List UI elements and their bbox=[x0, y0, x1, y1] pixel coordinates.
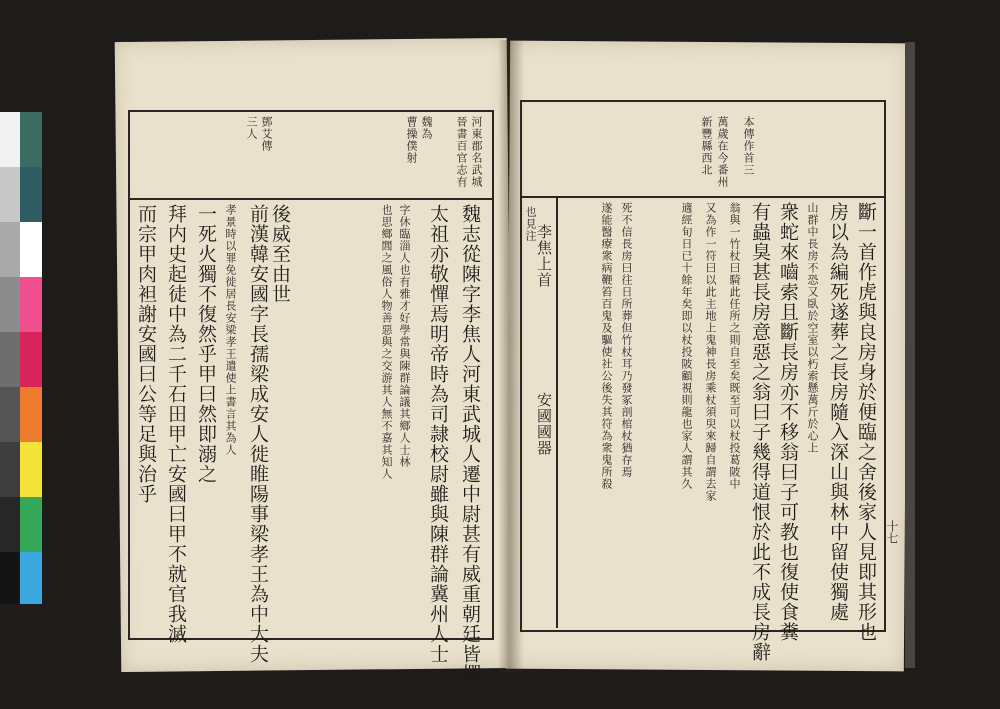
left-text-column: 太祖亦敬憚焉明帝時為司隷校尉雖與陳群論冀州人士 bbox=[427, 204, 449, 664]
left-text-column: 也思鄉閭之風俗人物善惡與之交游其人無不嘉其知人 bbox=[380, 204, 393, 480]
folio-number: 十七 bbox=[885, 520, 899, 544]
right-text-column: 又為作一符曰以此主地上鬼神長房乘杖須臾來歸自謂去家 bbox=[704, 202, 717, 502]
left-text-column: 字休臨淄人也有雅才好學常與陳群論議其鄉人士林 bbox=[398, 204, 411, 468]
left-text-column: 拜内史起徒中為二千石田甲亡安國曰甲不就官我滅 bbox=[165, 204, 187, 644]
right-header-note: 本傳作首三 bbox=[742, 116, 755, 176]
right-text-column: 翁與一竹杖曰騎此任所之則自至矣既至可以杖投葛陂中 bbox=[728, 202, 741, 490]
left-header-note: 三人 bbox=[245, 116, 258, 140]
right-header-note: 新豐縣西北 bbox=[700, 116, 713, 176]
quote-label: 李焦上首 bbox=[535, 224, 553, 288]
left-header-note: 曹操僕射 bbox=[405, 116, 418, 164]
right-text-column: 遂能醫療衆病鞭笞百鬼及驅使社公後失其符為衆鬼所殺 bbox=[600, 202, 613, 490]
left-header-note: 鄧艾傳 bbox=[260, 116, 273, 152]
left-text-column: 前漢韓安國字長孺梁成安人徙睢陽事梁孝王為中大夫 bbox=[247, 204, 269, 664]
right-header-divider bbox=[520, 196, 884, 198]
left-header-divider bbox=[128, 198, 492, 200]
right-text-column: 死不信長房曰往日所葬但竹杖耳乃發冢剖棺杖猶存焉 bbox=[620, 202, 633, 478]
left-header-note: 魏為 bbox=[420, 116, 433, 140]
right-text-column: 有蟲臭甚長房意惡之翁曰子幾得道恨於此不成長房辭 bbox=[749, 202, 771, 662]
left-header-note: 晉書百官志有 bbox=[455, 116, 468, 188]
left-text-column: 魏志從陳字李焦人河東武城人遷中尉甚有威重朝廷皆憚 bbox=[459, 204, 481, 684]
right-text-column: 房以為編死遂葬之長房隨入深山與林中留使獨處 bbox=[827, 202, 849, 622]
right-text-column: 適經旬日已十餘年矣即以杖投陂顧視則龍也家人謂其久 bbox=[680, 202, 693, 490]
left-text-column: 而宗甲肉袒謝安國曰公等足與治乎 bbox=[135, 204, 157, 504]
right-header-note: 萬歲在今番州 bbox=[716, 116, 729, 188]
left-text-column: 孝景時以罪免徙居長安梁孝王遣使上書言其為人 bbox=[224, 204, 237, 456]
color-calibration-bar bbox=[0, 112, 42, 604]
left-header-note: 河東郡名武城 bbox=[470, 116, 483, 188]
page-edge bbox=[905, 42, 915, 668]
quote-label: 安國國器 bbox=[535, 392, 553, 456]
right-text-column: 山群中長房不恐又臥於空室以朽索懸萬斤於心上 bbox=[806, 202, 819, 454]
left-text-column: 一死火獨不復然乎甲曰然即溺之 bbox=[195, 204, 217, 484]
right-text-column: 衆蛇來嚙索且斷長房亦不移翁曰子可教也復使食糞 bbox=[777, 202, 799, 642]
right-text-column: 斷一首作虎與良房身於便臨之舍後家人見即其形也 bbox=[855, 202, 877, 642]
left-text-column: 後威至由世 bbox=[269, 204, 291, 304]
right-text-column: 也見注 bbox=[524, 206, 537, 242]
right-column-divider bbox=[556, 198, 558, 628]
